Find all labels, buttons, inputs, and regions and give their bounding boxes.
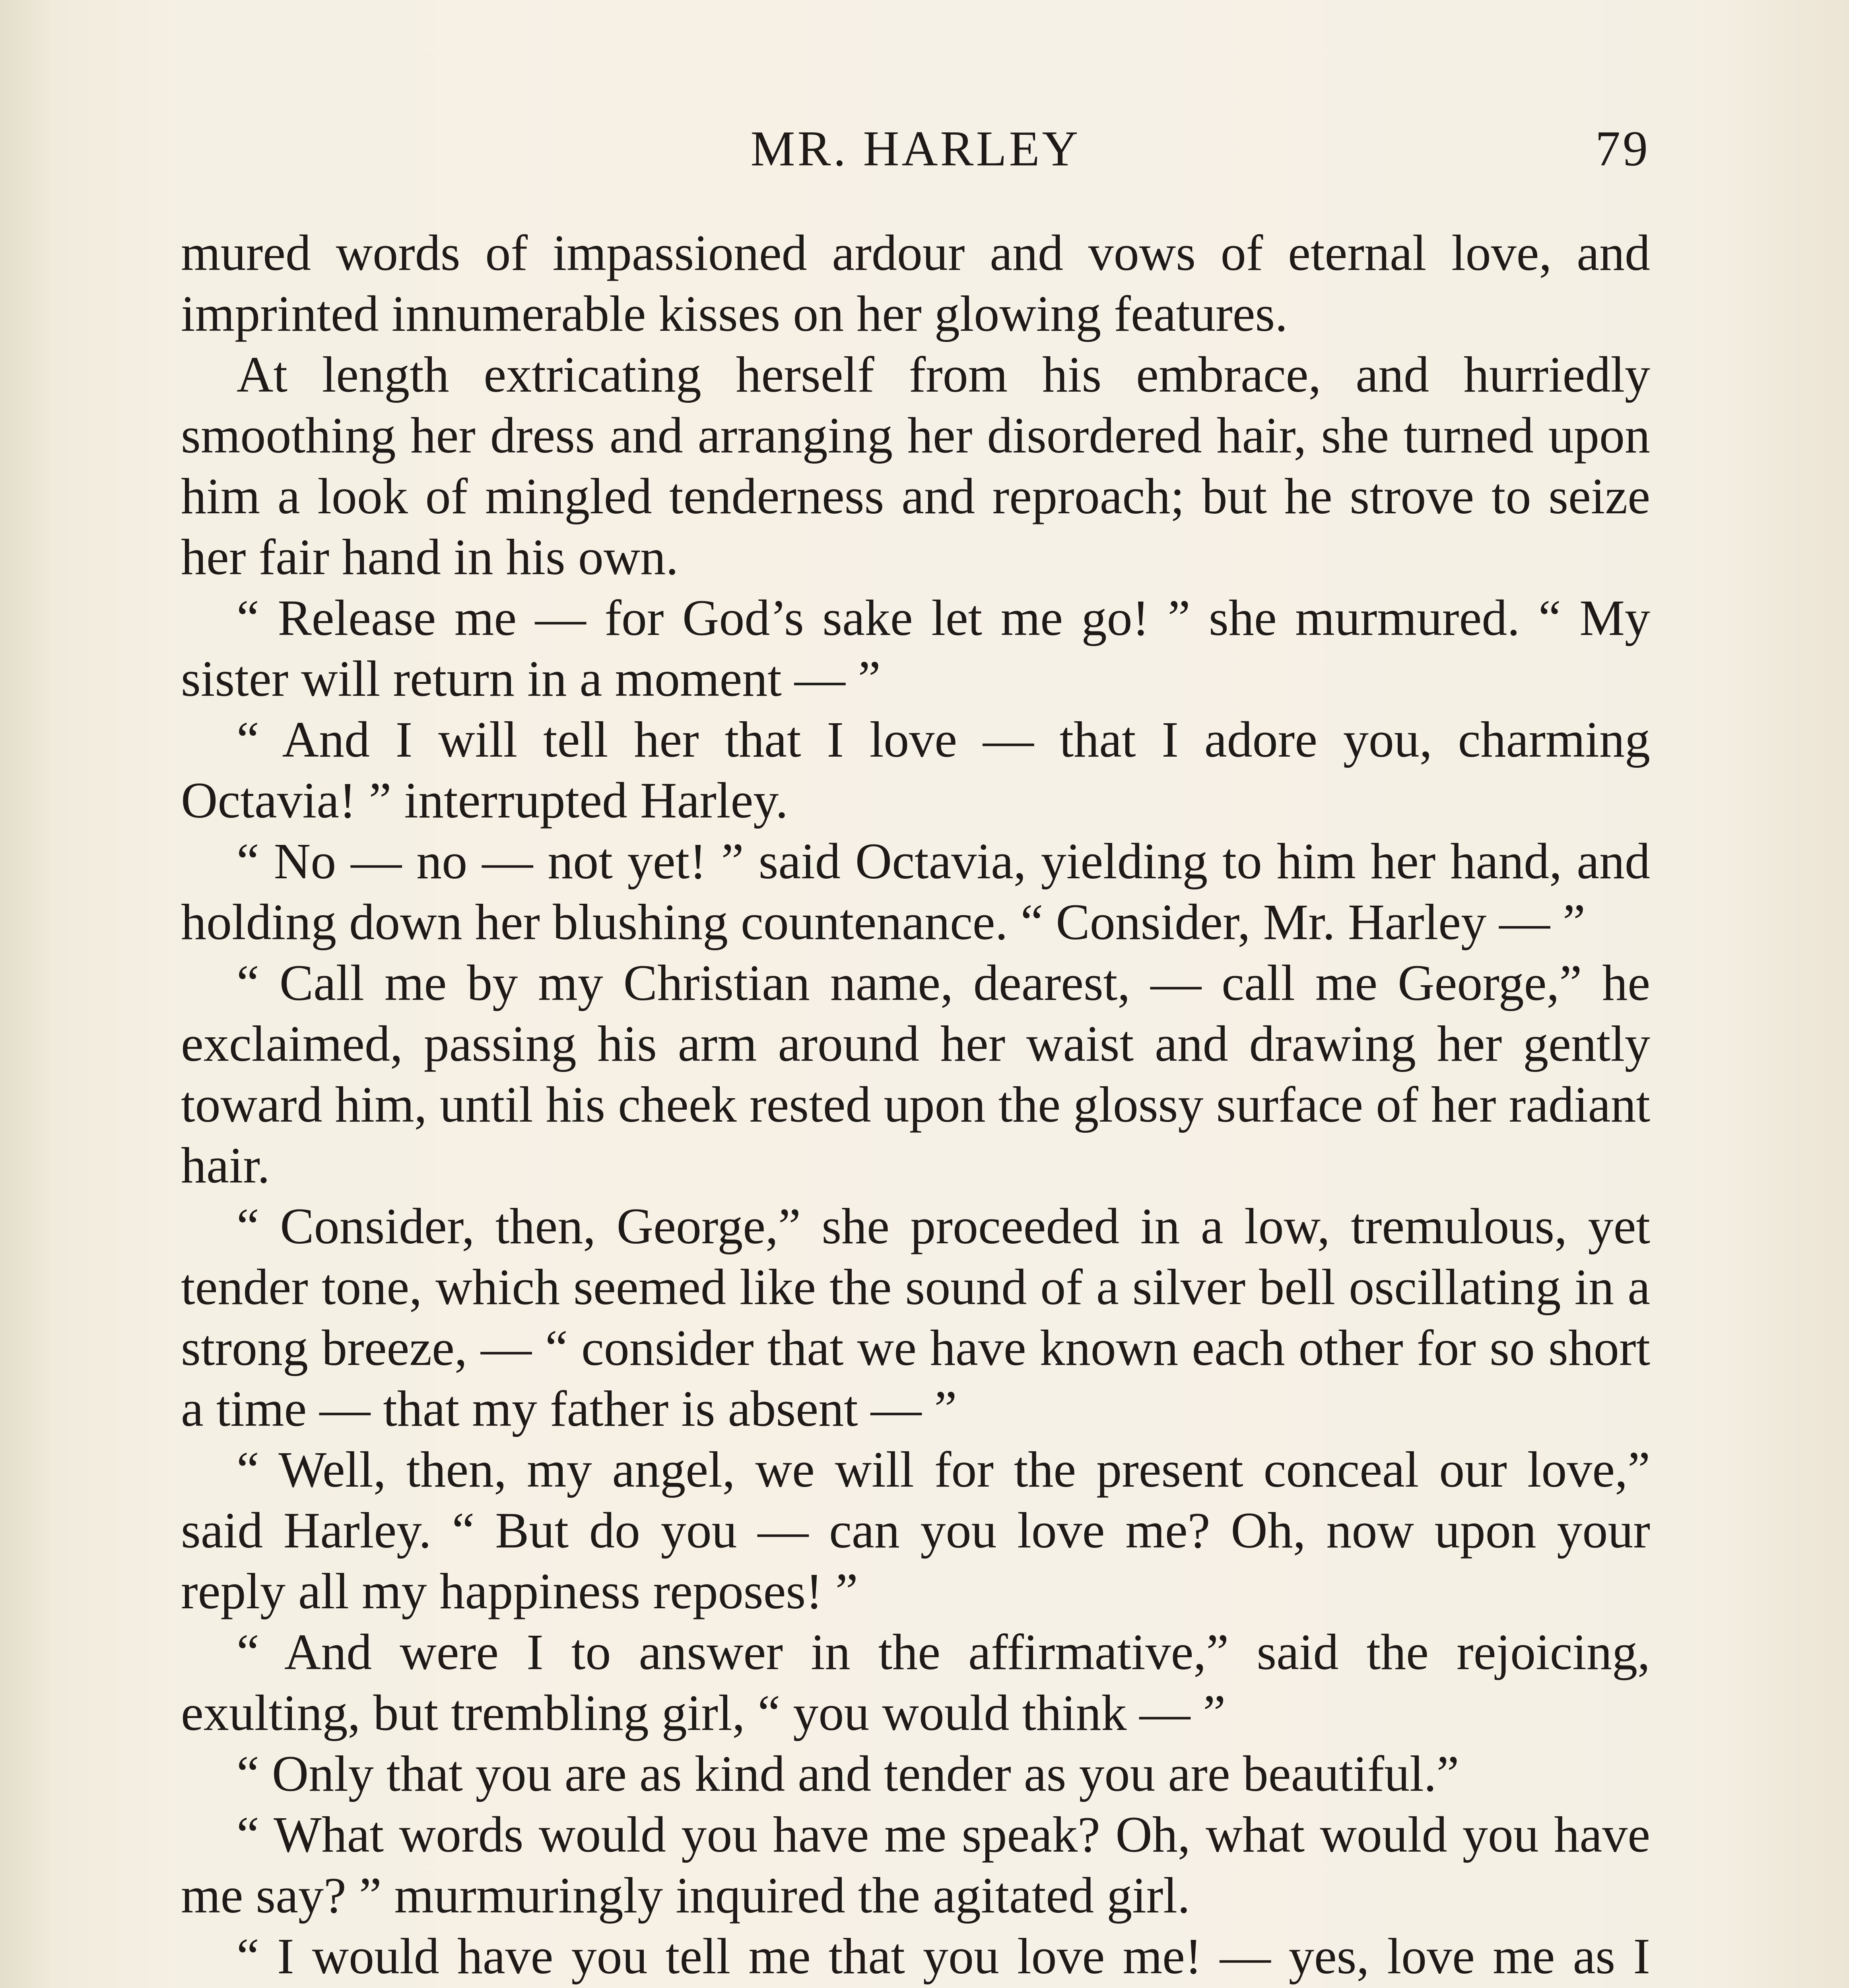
paragraph: “ I would have you tell me that you love me! — yes, love me as I: [237, 1928, 1650, 1984]
chapter-title: MR. HARLEY: [750, 121, 1081, 177]
page-number: 79: [1595, 121, 1650, 177]
paragraph: “ What words would you have me speak? Oh, what would you have me say? ” murmuringly inquired the agitated girl.: [181, 1806, 1650, 1924]
paragraph: “ No — no — not yet! ” said Octavia, yielding to him her hand, and holding down her blushing countenance. “ Consider, Mr. Harley — ”: [181, 833, 1650, 950]
paragraph: “ Call me by my Christian name, dearest, — call me George,” he exclaimed, passing his arm around her waist and drawing her gently toward him, until his cheek rested upon the glossy surface of her radiant hair.: [181, 955, 1650, 1194]
body-text: [181, 223, 1650, 1988]
paragraph: mured words of impassioned ardour and vows of eternal love, and imprinted innumerable kisses on her glowing features.: [181, 225, 1650, 342]
paragraph: “ And were I to answer in the affirmative,” said the rejoicing, exulting, but trembling girl, “ you would think — ”: [181, 1624, 1650, 1741]
paragraph: At length extricating herself from his embrace, and hurriedly smoothing her dress and arranging her disordered hair, she turned upon him a look of mingled tenderness and reproach; but he strove to seize her fair hand in his own.: [181, 346, 1650, 585]
running-head: [181, 113, 1650, 185]
paragraph: “ Release me — for God’s sake let me go! ” she murmured. “ My sister will return in a moment — ”: [181, 590, 1650, 707]
paragraph: “ Well, then, my angel, we will for the present conceal our love,” said Harley. “ But do you — can you love me? Oh, now upon your reply all my happiness reposes! ”: [181, 1441, 1650, 1619]
paragraph: “ Consider, then, George,” she proceeded in a low, tremulous, yet tender tone, which seemed like the sound of a silver bell oscillating in a strong breeze, — “ consider that we have known each other for so short a time — that my father is absent — ”: [181, 1198, 1650, 1437]
paragraph: “ Only that you are as kind and tender as you are beautiful.”: [237, 1745, 1459, 1802]
paragraph: “ And I will tell her that I love — that I adore you, charming Octavia! ” interrupted Harley.: [181, 711, 1650, 829]
